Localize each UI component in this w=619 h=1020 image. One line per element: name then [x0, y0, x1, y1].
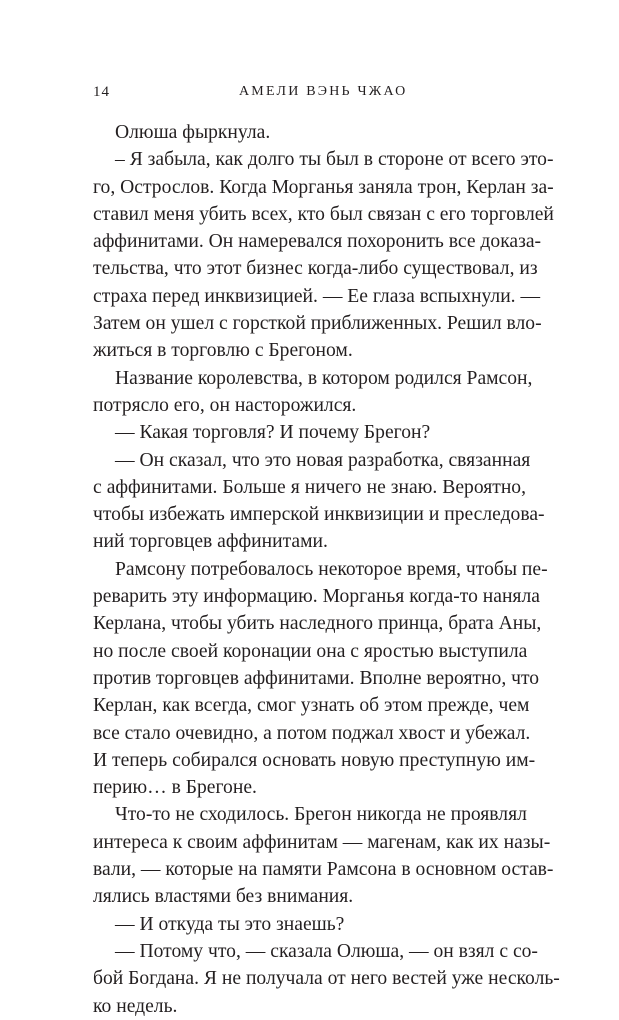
text-line: Олюша фыркнула.	[115, 122, 271, 143]
text-line: — Он сказал, что это новая разработка, связанная	[115, 449, 531, 471]
text-line: чтобы избежать имперской инквизиции и преследова-	[93, 504, 545, 526]
text-line: потрясло его, он насторожился.	[93, 394, 357, 416]
text-line: житься в торговлю с Брегоном.	[93, 340, 353, 362]
text-line: — Какая торговля? И почему Брегон?	[115, 422, 431, 444]
text-line: бой Богдана. Я не получала от него вестей уже несколь-	[93, 968, 560, 990]
text-line: ний торговцев аффинитами.	[93, 531, 328, 553]
text-line: с аффинитами. Больше я ничего не знаю. Вероятно,	[93, 476, 526, 498]
page-number: 14	[93, 84, 110, 100]
text-line: все стало очевидно, а потом поджал хвост и убежал.	[93, 722, 531, 744]
text-line: страха перед инквизицией. — Ее глаза вспыхнули. —	[93, 285, 541, 307]
text-line: ставил меня убить всех, кто был связан с его торговлей	[93, 203, 554, 225]
text-line: но после своей коронации она с яростью выступила	[93, 640, 528, 662]
text-line: лялись властями без внимания.	[93, 886, 354, 908]
text-line: аффинитами. Он намеревался похоронить все доказа-	[93, 231, 542, 253]
text-line: И теперь собирался основать новую преступную им-	[93, 749, 536, 771]
text-line: — И откуда ты это знаешь?	[115, 913, 345, 935]
text-line: – Я забыла, как долго ты был в стороне от всего это-	[115, 149, 554, 171]
text-line: ко недель.	[93, 995, 178, 1017]
running-head-title: АМЕЛИ ВЭНЬ ЧЖАО	[239, 84, 408, 99]
text-line: Что-то не сходилось. Брегон никогда не проявлял	[115, 804, 527, 826]
text-line: — Потому что, — сказала Олюша, — он взял с со-	[115, 940, 538, 962]
text-line: тельства, что этот бизнес когда-либо существовал, из	[93, 258, 538, 280]
text-line: против торговцев аффинитами. Вполне вероятно, что	[93, 667, 540, 689]
text-line: Рамсону потребовалось некоторое время, чтобы пе-	[115, 558, 548, 580]
text-line: Затем он ушел с горсткой приближенных. Решил вло-	[93, 313, 542, 335]
text-line: Керлан, как всегда, смог узнать об этом прежде, чем	[93, 695, 530, 717]
text-line: Название королевства, в котором родился Рамсон,	[115, 367, 533, 389]
body-text	[93, 119, 560, 1020]
text-line: перию… в Брегоне.	[93, 777, 257, 799]
text-line: вали, — которые на памяти Рамсона в основном остав-	[93, 859, 554, 881]
text-line: Керлана, чтобы убить наследного принца, брата Аны,	[93, 613, 542, 635]
text-line: реварить эту информацию. Морганья когда-то наняла	[93, 586, 540, 608]
text-line: интереса к своим аффинитам — магенам, как их назы-	[93, 831, 551, 853]
text-line: го, Острослов. Когда Морганья заняла трон, Керлан за-	[93, 176, 554, 198]
